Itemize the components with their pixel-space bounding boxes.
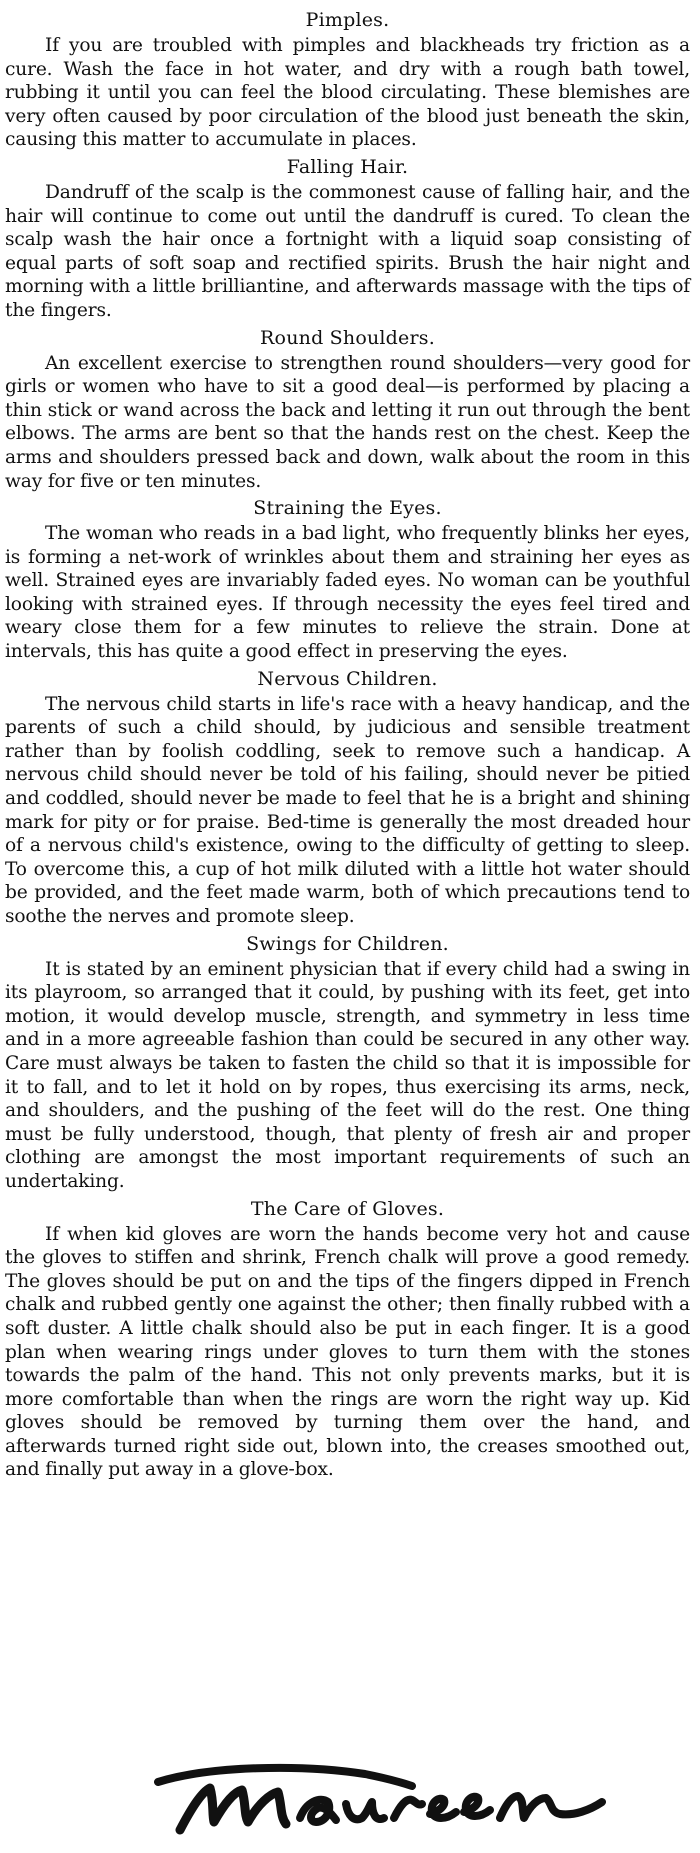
section-title: Nervous Children. — [257, 667, 438, 690]
section-pimples — [5, 8, 690, 152]
section-swings-for-children — [5, 932, 690, 1194]
signature-n-stroke — [500, 1796, 602, 1818]
section-nervous-children — [5, 667, 690, 929]
signature-u-stroke — [346, 1802, 384, 1819]
signature-a-stroke — [300, 1800, 336, 1822]
section-body: Dandruff of the scalp is the commonest cause of falling hair, and the hair will continue to come out until the dandruff is cured. To clean the scalp wash the hair once a fortnight with a liquid soap consisting of equal parts of soft soap and rectified spirits. Brush the hair night and morning with a little brilliantine, and afterwards massage with the tips of the fingers. — [5, 181, 690, 321]
section-body: An excellent exercise to strengthen round shoulders—very good for girls or women who have to sit a good deal—is performed by placing a thin stick or wand across the back and letting it run out through the bent elbows. The arms are bent so that the hands rest on the chest. Keep the arms and shoulders pressed back and down, walk about the room in this way for five or ten minutes. — [5, 352, 690, 492]
section-straining-eyes — [5, 496, 690, 664]
signature-e-stroke — [430, 1799, 456, 1818]
section-round-shoulders — [5, 326, 690, 494]
section-body: If you are troubled with pimples and blackheads try friction as a cure. Wash the face in hot water, and dry with a rough bath towel, rubbing it until you can feel the blood circulating. These blemishes are very often caused by poor circulation of the blood just beneath the skin, causing this matter to accumulate in places. — [5, 35, 690, 151]
section-title: Straining the Eyes. — [253, 497, 442, 520]
signature-r-stroke — [394, 1800, 422, 1818]
section-care-of-gloves — [5, 1197, 690, 1483]
section-title: The Care of Gloves. — [250, 1197, 445, 1220]
section-title: Falling Hair. — [286, 155, 409, 178]
section-title: Swings for Children. — [246, 932, 449, 955]
signature-m-stroke — [180, 1788, 286, 1830]
section-body: The woman who reads in a bad light, who frequently blinks her eyes, is forming a net-work of wrinkles about them and straining her eyes as well. Strained eyes are invariably faded eyes. No woman can be youthful looking with strained eyes. If through necessity the eyes feel tired and weary close them for a few minutes to relieve the strain. Done at intervals, this has quite a good effect in preserving the eyes. — [5, 523, 690, 663]
section-title: Pimples. — [305, 9, 390, 31]
section-body: It is stated by an eminent physician that if every child had a swing in its playroom, so arranged that it could, by pushing with its feet, get into motion, it would develop muscle, strength, and symmetry in less time and in a more agreeable fashion than could be secured in any other way. Care must always be taken to fasten the child so that it is impossible for it to fall, and to let it hold on by ropes, thus exercising its arms, neck, and shoulders, and the pushing of the feet will do the rest. One thing must be fully understood, though, that plenty of fresh air and proper clothing are amongst the most important requirements of such an undertaking. — [5, 958, 690, 1192]
signature-strokes — [158, 1768, 602, 1830]
section-body: If when kid gloves are worn the hands become very hot and cause the gloves to stiffen and shrink, French chalk will prove a good remedy. The gloves should be put on and the tips of the fingers dipped in French chalk and rubbed gently one against the other; then finally rubbed with a soft duster. A little chalk should also be put in each finger. It is a good plan when wearing rings under gloves to turn them with the stones towards the palm of the hand. This not only prevents marks, but it is more comfortable than when the rings are worn the right way up. Kid gloves should be removed by turning them over the hand, and afterwards turned right side out, blown into, the creases smoothed out, and finally put away in a glove-box. — [5, 1223, 690, 1481]
section-title: Round Shoulders. — [260, 326, 435, 349]
section-falling-hair — [5, 155, 690, 323]
signature-e2-stroke — [464, 1797, 490, 1816]
signature-maureen — [150, 1752, 610, 1847]
section-body: The nervous child starts in life's race with a heavy handicap, and the parents of such a child should, by judicious and sensible treatment rather than by foolish coddling, seek to remove such a handicap. A nervous child should never be told of his failing, should never be pitied and coddled, should never be made to feel that he is a bright and shining mark for pity or for praise. Bed-time is generally the most dreaded hour of a nervous child's existence, owing to the difficulty of getting to sleep. To overcome this, a cup of hot milk diluted with a little hot water should be provided, and the feet made warm, both of which precautions tend to soothe the nerves and promote sleep. — [5, 693, 690, 927]
signature-underline-stroke — [158, 1768, 412, 1786]
